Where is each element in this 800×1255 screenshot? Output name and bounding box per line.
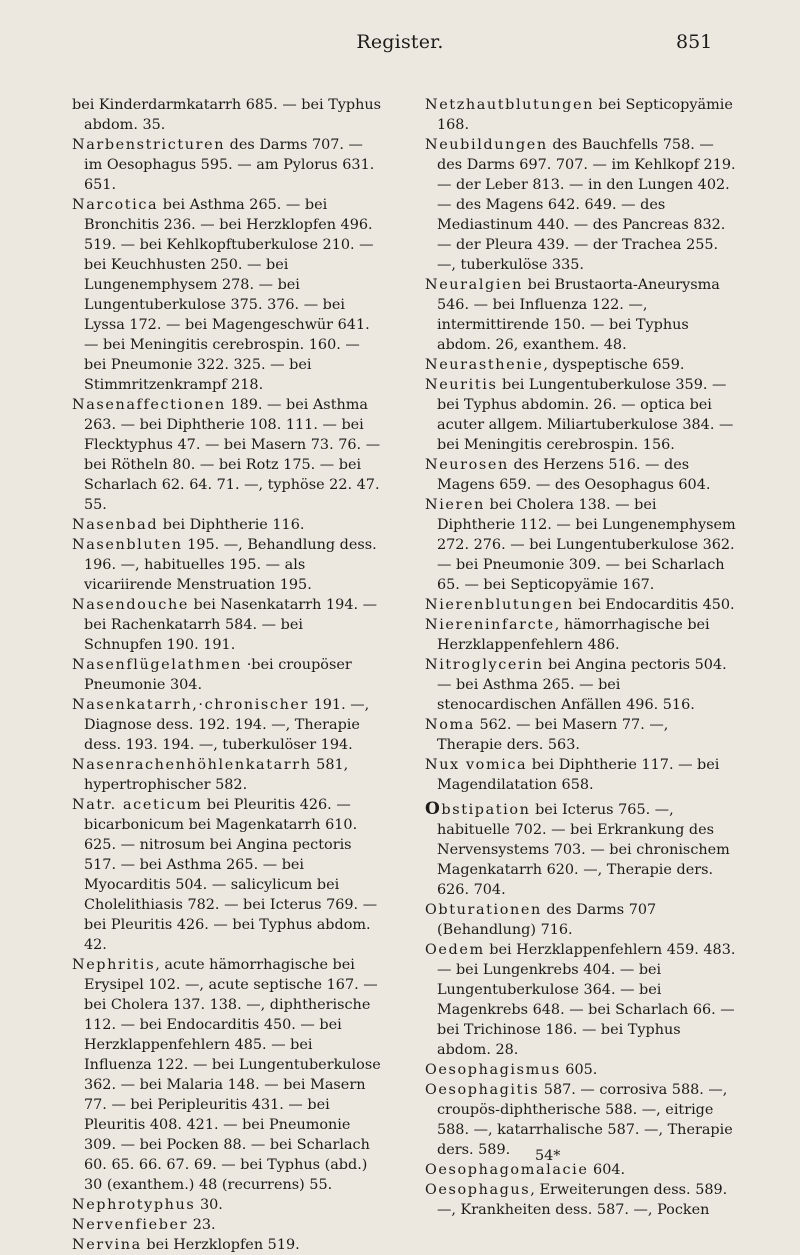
entry-keyword: Neurosen [425, 457, 509, 473]
index-entry [425, 615, 737, 655]
entry-text: , hämorrhagische bei Herzklappenfehlern 486. [437, 617, 710, 653]
index-entry [425, 655, 737, 715]
page-title: Register. [356, 31, 444, 53]
entry-text: , Erweiterungen dess. 589. —, Krankheiten dess. 587. —, Pocken [437, 1182, 728, 1218]
index-entry [425, 1160, 737, 1180]
index-entry [425, 1080, 737, 1160]
entry-text: bei Diphtherie 117. — bei Magendilatation 658. [437, 757, 720, 793]
index-entry [425, 275, 737, 355]
entry-keyword: Nephrotyphus [72, 1197, 196, 1213]
entry-text: bei Diphtherie 116. [158, 517, 305, 533]
entry-text: des Darms 707. — im Oesophagus 595. — am Pylorus 631. 651. [84, 137, 375, 193]
entry-keyword: Netzhautblutungen [425, 97, 594, 113]
entry-text: bei Kinderdarmkatarrh 685. — bei Typhus abdom. 35. [72, 97, 382, 133]
index-entry [72, 195, 384, 395]
index-entry [72, 655, 384, 695]
entry-text: 604. [588, 1162, 626, 1178]
entry-keyword: Nieren [425, 497, 485, 513]
entry-keyword: Obturationen [425, 902, 542, 918]
index-entry [72, 395, 384, 515]
entry-text: bei Brustaorta-Aneurysma 546. — bei Influenza 122. —, intermittirende 150. — bei Typhus abdom. 26, exanthem. 48. [437, 277, 720, 353]
entry-text: 581, hypertrophischer 582. [84, 757, 349, 793]
entry-text: bei Lungentuberkulose 359. — bei Typhus abdomin. 26. — optica bei acuter allgem. Miliartuberkulose 384. — bei Meningitis cerebrospin. 156. [437, 377, 734, 453]
entry-keyword: Nervina [72, 1237, 142, 1253]
index-entry [72, 755, 384, 795]
entry-keyword: Nasendouche [72, 597, 189, 613]
index-entry [425, 755, 737, 795]
entry-text: bei Herzklopfen 519. [141, 1237, 300, 1253]
index-entry [72, 955, 384, 1195]
entry-text: des Bauchfells 758. — des Darms 697. 707. — im Kehlkopf 219. — der Leber 813. — in den Lungen 402. — des Magens 642. 649. — des Mediastinum 440. — des Pancreas 832. — der Pleura 439. — der Trachea 255. —, tuberkulöse 335. [437, 137, 736, 273]
right-column [425, 95, 737, 1220]
index-entry [425, 900, 737, 940]
entry-text: 605. [560, 1062, 598, 1078]
entry-text: bei Icterus 765. —, habituelle 702. — bei Erkrankung des Nervensystems 703. — bei chronischem Magenkatarrh 620. —, Therapie ders. 626. 704. [437, 802, 730, 898]
entry-keyword: Nephritis [72, 957, 156, 973]
entry-text: ·bei croupöser Pneumonie 304. [84, 657, 352, 693]
entry-keyword: Nasenaffectionen [72, 397, 226, 413]
index-entry [72, 1235, 384, 1255]
entry-keyword: Nasenflügelathmen [72, 657, 243, 673]
entry-keyword: Oesophagus [425, 1182, 531, 1198]
entry-keyword: Noma [425, 717, 475, 733]
entry-text: 587. — corrosiva 588. —, croupös-diphtherische 588. —, eitrige 588. —, katarrhalische 587. —, Therapie ders. 589. [437, 1082, 733, 1158]
entry-keyword: Nasenkatarrh,·chronischer [72, 697, 310, 713]
entry-text: 30. [195, 1197, 223, 1213]
entry-text: bei Septicopyämie 168. [437, 97, 733, 133]
entry-keyword: Nasenrachenhöhlenkatarrh [72, 757, 312, 773]
index-entry [425, 355, 737, 375]
index-entry [425, 375, 737, 455]
index-entry [72, 135, 384, 195]
entry-keyword: Neurasthenie [425, 357, 544, 373]
entry-text: des Darms 707 (Behandlung) 716. [437, 902, 657, 938]
entry-text: bei Nasenkatarrh 194. — bei Rachenkatarrh 584. — bei Schnupfen 190. 191. [84, 597, 378, 653]
index-entry [425, 455, 737, 495]
entry-text: , acute hämorrhagische bei Erysipel 102. —, acute septische 167. — bei Cholera 137. 138. —, diphtherische 112. — bei Endocarditis 450. — bei Herzklappenfehlern 485. — bei Influenza 122. — bei Lungentuberkulose 362. — bei Malaria 148. — bei Masern 77. — bei Peripleuritis 431. — bei Pleuritis 408. 421. — bei Pneumonie 309. — bei Pocken 88. — bei Scharlach 60. 65. 66. 67. 69. — bei Typhus (abd.) 30 (exanthem.) 48 (recurrens) 55. [84, 957, 381, 1193]
entry-text: 562. — bei Masern 77. —, Therapie ders. 563. [437, 717, 669, 753]
index-entry [72, 1195, 384, 1215]
entry-text: 195. —, Behandlung dess. 196. —, habituelles 195. — als vicariirende Menstruation 195. [84, 537, 377, 593]
page-number: 851 [676, 31, 713, 53]
entry-keyword: Nitroglycerin [425, 657, 544, 673]
entry-keyword: Oedem [425, 942, 485, 958]
index-entry [72, 595, 384, 655]
entry-text: , dyspeptische 659. [543, 357, 685, 373]
index-entry [425, 95, 737, 135]
index-entry [72, 95, 384, 135]
entry-text: 189. — bei Asthma 263. — bei Diphtherie 108. 111. — bei Flecktyphus 47. — bei Masern 73. 76. — bei Rötheln 80. — bei Rotz 175. — bei Scharlach 62. 64. 71. —, typhöse 22. 47. 55. [84, 397, 381, 513]
entry-text: bei Angina pectoris 504. — bei Asthma 265. — bei stenocardischen Anfällen 496. 516. [437, 657, 727, 713]
entry-keyword: Nierenblutungen [425, 597, 574, 613]
entry-text: bei Endocarditis 450. [573, 597, 735, 613]
printer-signature: 54* [535, 1148, 561, 1164]
index-entry [425, 1060, 737, 1080]
entry-keyword: Narcotica [72, 197, 159, 213]
entry-keyword: Nasenbluten [72, 537, 183, 553]
entry-keyword: Neuritis [425, 377, 498, 393]
entry-keyword: Nasenbad [72, 517, 159, 533]
index-entry [72, 695, 384, 755]
entry-keyword: Obstipation [425, 799, 531, 819]
entry-keyword: Niereninfarcte [425, 617, 555, 633]
index-entry [425, 135, 737, 275]
entry-keyword: Natr. aceticum [72, 797, 203, 813]
entry-text: bei Herzklappenfehlern 459. 483. — bei Lungenkrebs 404. — bei Lungentuberkulose 364. — bei Magenkrebs 648. — bei Scharlach 66. — bei Trichinose 186. — bei Typhus abdom. 28. [437, 942, 736, 1058]
entry-keyword: Neuralgien [425, 277, 524, 293]
index-entry [425, 1180, 737, 1220]
entry-keyword: Oesophagitis [425, 1082, 540, 1098]
index-entry [72, 535, 384, 595]
entry-text: bei Asthma 265. — bei Bronchitis 236. — bei Herzklopfen 496. 519. — bei Kehlkopftuberkulose 210. — bei Keuchhusten 250. — bei Lungenemphysem 278. — bei Lungentuberkulose 375. 376. — bei Lyssa 172. — bei Magengeschwür 641. — bei Meningitis cerebrospin. 160. — bei Pneumonie 322. 325. — bei Stimmritzenkrampf 218. [84, 197, 374, 393]
index-entry [425, 799, 737, 900]
entry-text: 23. [188, 1217, 216, 1233]
entry-keyword: Nervenfieber [72, 1217, 189, 1233]
entry-text: des Herzens 516. — des Magens 659. — des Oesophagus 604. [437, 457, 711, 493]
index-entry [425, 495, 737, 595]
index-entry [425, 595, 737, 615]
entry-keyword: Oesophagomalacie [425, 1162, 589, 1178]
index-entry [72, 795, 384, 955]
entry-keyword: Oesophagismus [425, 1062, 561, 1078]
index-entry [72, 515, 384, 535]
entry-keyword: Neubildungen [425, 137, 548, 153]
entry-keyword: Nux vomica [425, 757, 528, 773]
index-entry [72, 1215, 384, 1235]
entry-text: 191. —, Diagnose dess. 192. 194. —, Therapie dess. 193. 194. —, tuberkulöser 194. [84, 697, 370, 753]
index-entry [425, 715, 737, 755]
index-entry [425, 940, 737, 1060]
entry-text: bei Cholera 138. — bei Diphtherie 112. — bei Lungenemphysem 272. 276. — bei Lungentuberkulose 362. — bei Pneumonie 309. — bei Scharlach 65. — bei Septicopyämie 167. [437, 497, 736, 593]
entry-keyword: Narbenstricturen [72, 137, 226, 153]
entry-text: bei Pleuritis 426. — bicarbonicum bei Magenkatarrh 610. 625. — nitrosum bei Angina pectoris 517. — bei Asthma 265. — bei Myocarditis 504. — salicylicum bei Cholelithiasis 782. — bei Icterus 769. — bei Pleuritis 426. — bei Typhus abdom. 42. [84, 797, 378, 953]
left-column [72, 95, 384, 1255]
